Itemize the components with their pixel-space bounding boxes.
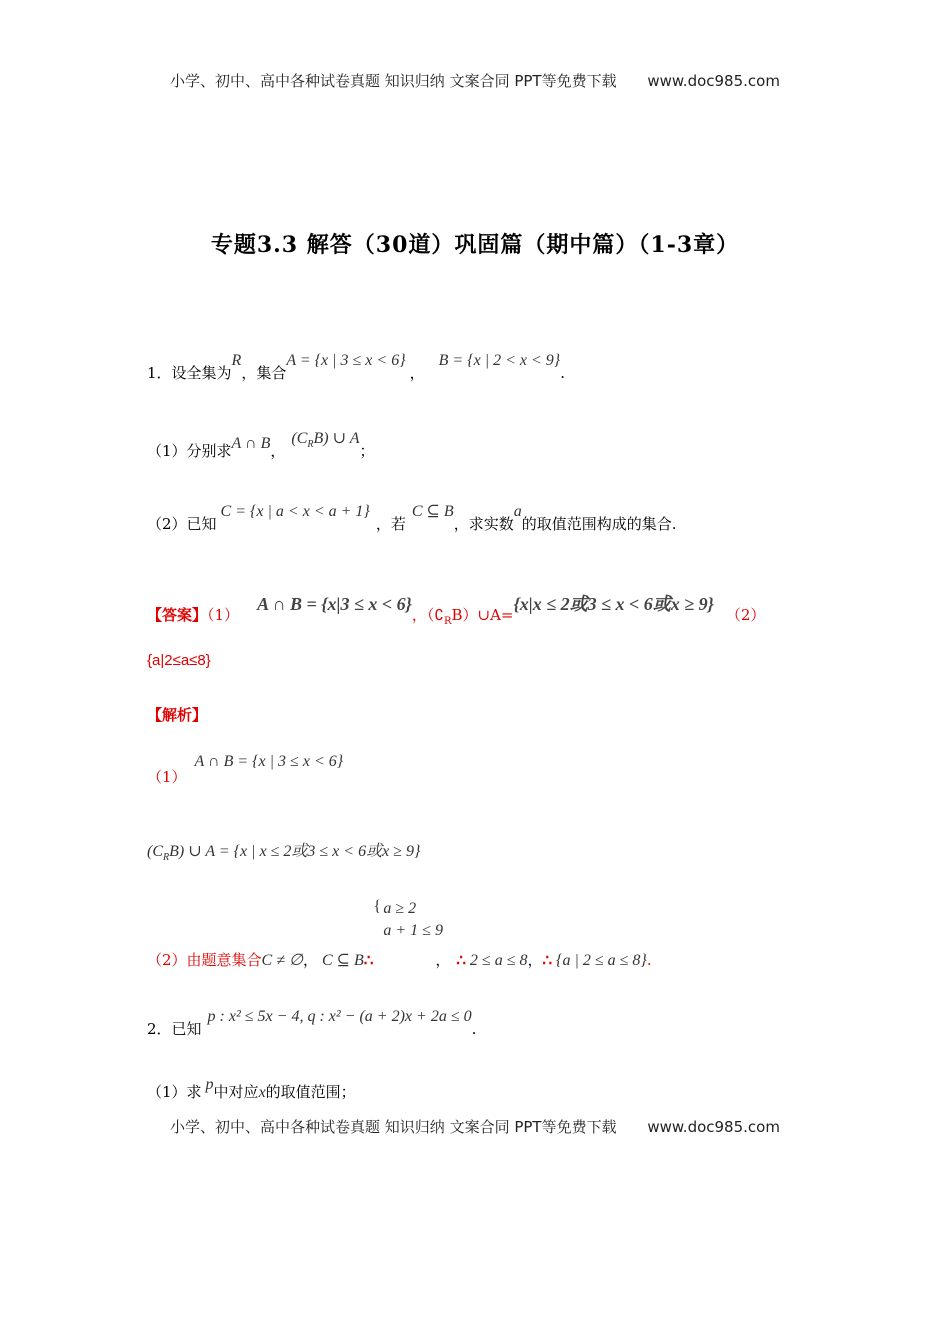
analysis-step2: $(C_RB)$ ∪ A = {x | x ≤ 2或3 ≤ x < 6或x ≥ 9}	[147, 843, 421, 864]
q1-universe: R	[231, 352, 242, 369]
analysis-system: { a ≥ 2 a + 1 ≤ 9	[373, 898, 443, 939]
answer-line: 【答案】（1）A ∩ B = {x|3 ≤ x < 6}，$(∁_RB)\cup A=\{x|x \le 2$或3 ≤ x < 6或x ≥ 9}（2）	[147, 594, 766, 627]
analysis-label: 【解析】	[147, 706, 208, 724]
page-footer	[0, 1116, 950, 1137]
header-text: 小学、初中、高中各种试卷真题 知识归纳 文案合同 PPT等免费下载	[170, 72, 617, 90]
q1-part2: （2）已知C = {x | a < x < a + 1}，若C ⊆ B，求实数a的取值范围构成的集合.	[147, 503, 677, 533]
q1-set-a: A = {x | 3 ≤ x < 6}	[286, 352, 406, 369]
header-site[interactable]: www.doc985.com	[647, 72, 780, 90]
q2-stem: 2．已知p : x² ≤ 5x − 4, q : x² − (a + 2)x + 2a ≤ 0.	[147, 1008, 477, 1038]
page-header	[0, 70, 950, 91]
footer-site[interactable]: www.doc985.com	[647, 1118, 780, 1136]
answer-line2: {a|2≤a≤8}	[147, 652, 211, 669]
q1-stem: 1．设全集为R，集合A = {x | 3 ≤ x < 6}，B = {x | 2 < x < 9}.	[147, 352, 565, 382]
footer-text: 小学、初中、高中各种试卷真题 知识归纳 文案合同 PPT等免费下载	[170, 1118, 617, 1136]
analysis-step1: （1）A ∩ B = {x | 3 ≤ x < 6}	[147, 753, 344, 786]
q1-set-b: B = {x | 2 < x < 9}	[438, 352, 561, 369]
q1-part1: （1）分别求A ∩ B，$(C_RB)$ ∪ A；	[147, 430, 375, 460]
q2-part1: （1）求 p中对应x的取值范围；	[147, 1076, 356, 1101]
analysis-step3: （2）由题意集合C ≠ ∅， C ⊆ B∴ { a ≥ 2 a + 1 ≤ 9 ， ∴ 2 ≤ a ≤ 8，∴ {a | 2 ≤ a ≤ 8}.	[147, 898, 652, 969]
answer-label: 【答案】	[147, 606, 208, 624]
page-title: 专题3.3 解答（30道）巩固篇（期中篇）（1-3章）	[210, 232, 740, 258]
